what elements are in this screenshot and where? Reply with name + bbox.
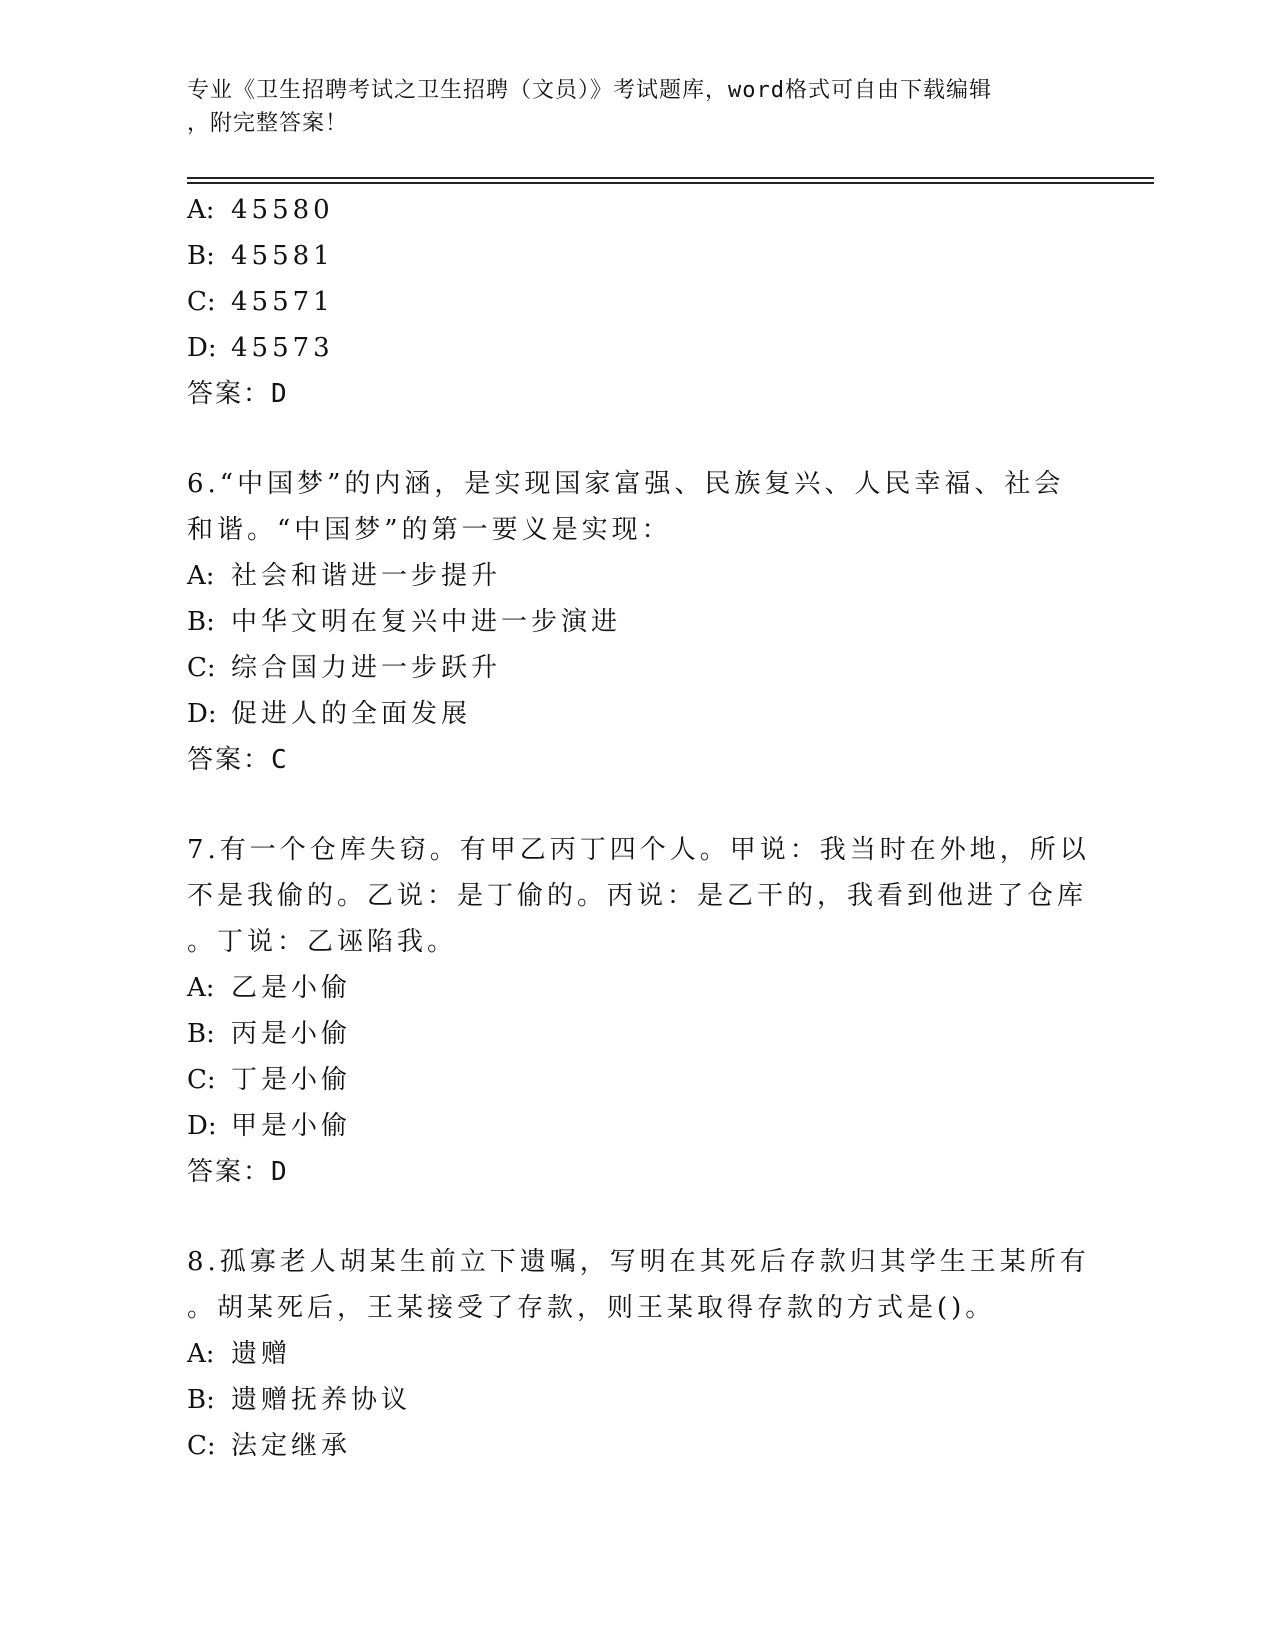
option-text: 遗赠 bbox=[231, 1339, 292, 1369]
option-d bbox=[187, 1103, 1087, 1149]
option-text: 45581 bbox=[231, 241, 334, 271]
answer-line bbox=[187, 371, 1087, 417]
option-d bbox=[187, 691, 1087, 737]
option-letter: A: bbox=[187, 195, 215, 225]
option-text: 法定继承 bbox=[231, 1431, 352, 1461]
question-stem-line: 不是我偷的。乙说：是丁偷的。丙说：是乙干的，我看到他进了仓库 bbox=[187, 881, 1088, 911]
question-stem-line: 7.有一个仓库失窃。有甲乙丙丁四个人。甲说：我当时在外地，所以 bbox=[187, 835, 1090, 865]
option-text: 促进人的全面发展 bbox=[231, 699, 472, 729]
answer-value: D bbox=[271, 379, 289, 409]
option-text: 社会和谐进一步提升 bbox=[231, 561, 502, 591]
option-a bbox=[187, 965, 1087, 1011]
header-line-2: ，附完整答案！ bbox=[187, 111, 349, 136]
question-stem-line: 6.“中国梦”的内涵，是实现国家富强、民族复兴、人民幸福、社会 bbox=[187, 469, 1065, 499]
option-text: 综合国力进一步跃升 bbox=[231, 653, 502, 683]
question-8 bbox=[187, 1239, 1090, 1469]
question-stem-line: 和谐。“中国梦”的第一要义是实现： bbox=[187, 515, 672, 545]
answer-label: 答案： bbox=[187, 379, 272, 409]
option-text: 45580 bbox=[231, 195, 334, 225]
option-letter: B: bbox=[187, 241, 215, 271]
option-b bbox=[187, 233, 1087, 279]
option-letter: B: bbox=[187, 607, 215, 637]
option-letter: A: bbox=[187, 973, 215, 1003]
option-a bbox=[187, 187, 1087, 233]
option-text: 丁是小偷 bbox=[231, 1065, 352, 1095]
option-b bbox=[187, 1011, 1087, 1057]
option-letter: B: bbox=[187, 1019, 215, 1049]
question-stem-line: 8.孤寡老人胡某生前立下遗嘱，写明在其死后存款归其学生王某所有 bbox=[187, 1247, 1090, 1277]
option-letter: C: bbox=[187, 1065, 216, 1095]
question-7 bbox=[187, 827, 1090, 1195]
option-letter: C: bbox=[187, 287, 216, 317]
header-divider-bottom bbox=[187, 182, 1154, 184]
question-6 bbox=[187, 461, 1087, 783]
option-letter: C: bbox=[187, 653, 216, 683]
document-header bbox=[187, 74, 1067, 140]
option-b bbox=[187, 1377, 1087, 1423]
answer-value: C bbox=[271, 745, 289, 775]
answer-label: 答案： bbox=[187, 745, 272, 775]
option-letter: D: bbox=[187, 333, 217, 363]
question-stem-line: 。胡某死后，王某接受了存款，则王某取得存款的方式是()。 bbox=[187, 1293, 996, 1323]
option-c bbox=[187, 1423, 1087, 1469]
option-letter: D: bbox=[187, 1111, 217, 1141]
answer-value: D bbox=[271, 1157, 289, 1187]
option-text: 中华文明在复兴中进一步演进 bbox=[231, 607, 622, 637]
option-text: 45571 bbox=[231, 287, 334, 317]
option-text: 乙是小偷 bbox=[231, 973, 352, 1003]
answer-line bbox=[187, 1149, 1087, 1195]
question-list bbox=[187, 187, 1090, 1469]
answer-label: 答案： bbox=[187, 1157, 272, 1187]
option-letter: A: bbox=[187, 561, 215, 591]
header-line-1: 专业《卫生招聘考试之卫生招聘（文员）》考试题库，word格式可自由下载编辑 bbox=[187, 78, 992, 103]
option-text: 45573 bbox=[231, 333, 334, 363]
question-5 bbox=[187, 187, 1087, 417]
option-d bbox=[187, 325, 1087, 371]
option-text: 遗赠抚养协议 bbox=[231, 1385, 412, 1415]
option-text: 甲是小偷 bbox=[231, 1111, 352, 1141]
option-c bbox=[187, 279, 1087, 325]
option-letter: A: bbox=[187, 1339, 215, 1369]
option-text: 丙是小偷 bbox=[231, 1019, 352, 1049]
option-letter: B: bbox=[187, 1385, 215, 1415]
option-letter: D: bbox=[187, 699, 217, 729]
header-divider-top bbox=[187, 177, 1154, 179]
option-letter: C: bbox=[187, 1431, 216, 1461]
option-b bbox=[187, 599, 1087, 645]
option-c bbox=[187, 645, 1087, 691]
question-stem-line: 。丁说：乙诬陷我。 bbox=[187, 927, 458, 957]
option-a bbox=[187, 1331, 1087, 1377]
option-a bbox=[187, 553, 1087, 599]
option-c bbox=[187, 1057, 1087, 1103]
answer-line bbox=[187, 737, 1087, 783]
